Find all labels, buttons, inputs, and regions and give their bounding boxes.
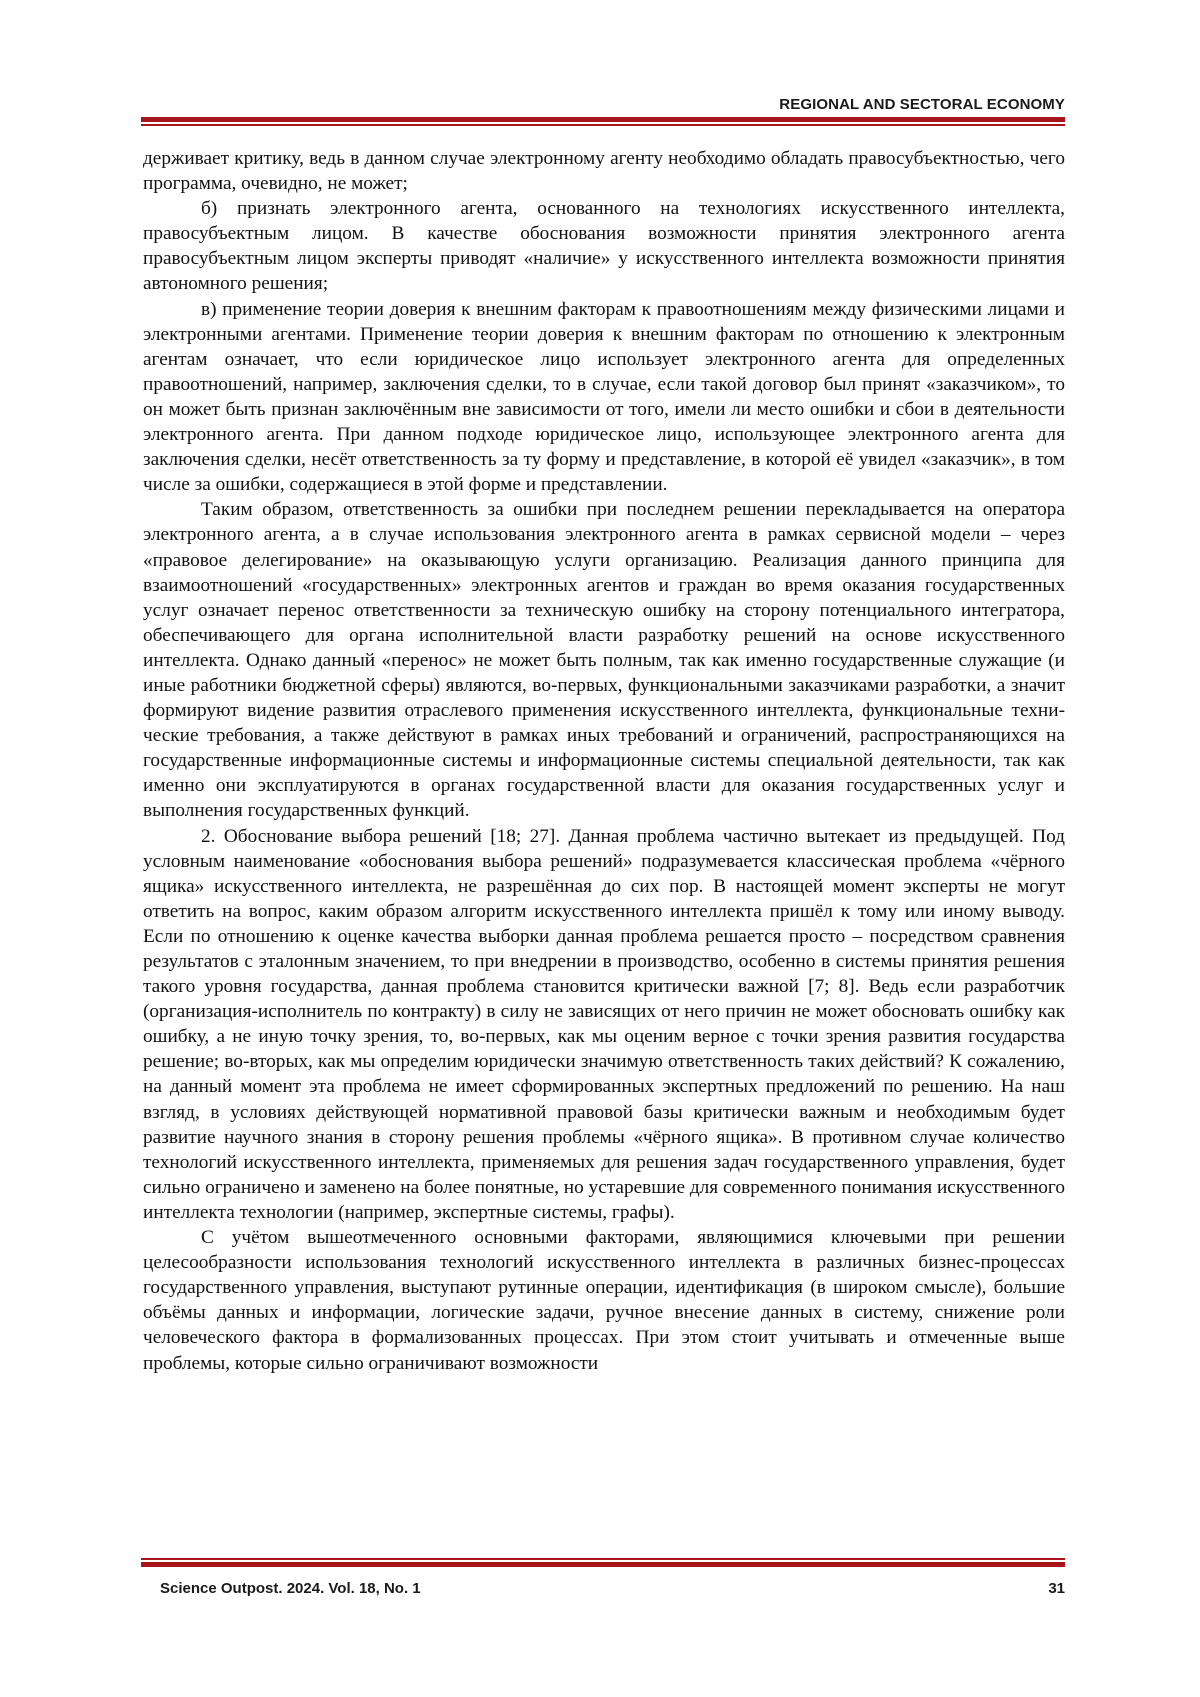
paragraph-option-c: в) применение теории доверия к внешним факторам к правоотношениям между физическими лицами и электронными агентами. Применение теории доверия к внешним факторам по отношению к электронным агентам означает, что если юридическое лицо использует электронного агента для определенных правоотношений, например, заключения сделки, то в случае, если такой договор был принят «заказчиком», то он может быть признан заключённым вне зависимости от того, имели ли место ошибки и сбои в деятельности электронного агента. При данном подходе юридическое лицо, использующее электронного агента для заключения сделки, несёт ответственность за ту форму и представление, в которой её увидел «заказчик», в том числе за ошибки, содержащиеся в этой форме и представлении. xyxy=(143,298,1065,496)
page-number: 31 xyxy=(1048,1580,1065,1597)
footer-rule-thick xyxy=(141,1562,1065,1567)
header-rule-thick xyxy=(141,117,1065,122)
paragraph-option-b: б) признать электронного агента, основанного на технологиях искусственного интеллекта, правосубъектным лицом. В качестве обоснования возможности принятия электронного агента правосубъектным лицом эксперты приводят «наличие» у искусственного интеллекта возможности принятия автономного решения; xyxy=(143,198,1065,295)
paragraph-decision-justification: 2. Обоснование выбора решений [18; 27]. Данная проблема частично вытекает из предыдущей. Под условным наименование «обоснования выбора решений» подразумевается классическая проблема «чёрного ящика» искусственного интеллекта, не разрешённая до сих пор. В настоящей момент эксперты не могут ответить на вопрос, каким образом алгоритм искусственного интеллекта пришёл к тому или иному выводу. Если по отношению к оценке качества выборки данная проблема решается просто – посредством сравнения результатов с эталонным значением, то при внедрении в производство, особенно в системы принятия решения такого уровня государства, данная проблема становится критически важной [7; 8]. Ведь если разработчик (организация-исполнитель по контракту) в силу не зависящих от него причин не может обосновать ошибку как ошибку, а не иную точку зрения, то, во-первых, как мы оценим верное с точки зрения развития государства решение; во-вторых, как мы определим юридически значимую ответственность таких действий? К сожалению, на данный момент эта проблема не имеет сформированных экспертных предложений по решению. На наш взгляд, в условиях действующей нормативной правовой базы критически важным и необходимым будет развитие научного знания в сторону решения проблемы «чёрного ящика». В противном случае количество технологий искусственного интеллекта, применяемых для решения задач государственного управления, будет сильно ограничено и заменено на более понятные, но устаревшие для современного понимания искусственного интеллекта технологии (например, экспертные системы, графы). xyxy=(143,825,1065,1223)
footer-journal-citation: Science Outpost. 2024. Vol. 18, No. 1 xyxy=(160,1580,421,1597)
header-rule-thin xyxy=(141,124,1065,126)
paragraph-key-factors: С учётом вышеотмеченного основными факторами, являющимися ключевыми при решении целесообразности использования технологий искусственного интеллекта в различных бизнес-процессах государственного управления, выступают рутинные операции, идентификация (в широком смысле), большие объёмы данных и информации, логические задачи, ручное внесение данных в систему, снижение роли человеческого фактора в формализованных процессах. При этом стоит учитывать и отмеченные выше проблемы, которые сильно ограничивают возможности xyxy=(143,1227,1065,1374)
footer-rule-thin xyxy=(141,1558,1065,1560)
article-body xyxy=(143,146,1065,1376)
paragraph-continuation: держивает критику, ведь в данном случае электронному агенту необходимо обладать правосубъектностью, чего программа, очевидно, не может; xyxy=(143,148,1065,195)
paragraph-responsibility: Таким образом, ответственность за ошибки при последнем решении перекладывается на оператора электронного агента, а в случае использования электронного агента в рамках сервисной модели – через «правовое делегирование» на оказывающую услуги организацию. Реализация данного принципа для взаимоотношений «государственных» электронных агентов и граждан во время оказания государственных услуг означает перенос ответственности за техническую ошибку на сторону потенциального интегратора, обеспечивающего для органа исполнительной власти разработку решений на основе искусственного интеллекта. Однако данный «перенос» не может быть полным, так как именно государственные служащие (и иные работники бюджетной сферы) являются, во-первых, функциональными заказчиками разработки, а значит формируют видение развития отраслевого применения искусственного интеллекта, функциональные технические требования, а также действуют в рамках иных требований и ограничений, распространяющихся на государственные информационные системы и информационные системы специальной деятельности, так как именно они эксплуатируются в органах государственной власти для оказания государственных услуг и выполнения государственных функций. xyxy=(143,499,1065,822)
running-head: REGIONAL AND SECTORAL ECONOMY xyxy=(779,96,1065,113)
